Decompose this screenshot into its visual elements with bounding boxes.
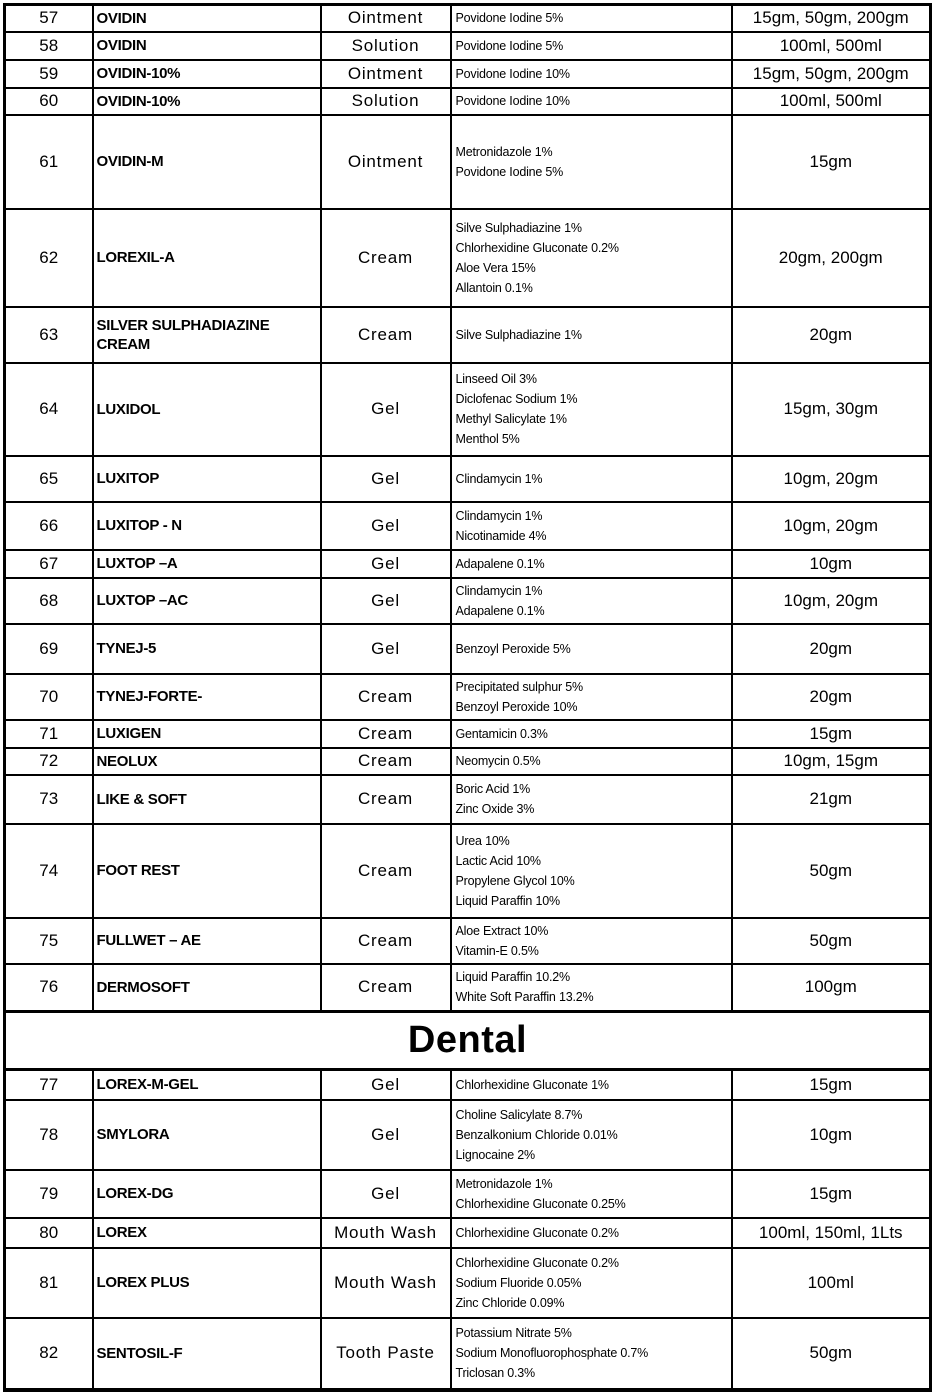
- composition-line: Chlorhexidine Gluconate 0.25%: [455, 1196, 626, 1211]
- brand-name: LOREX-DG: [93, 1170, 321, 1218]
- row-number: 78: [5, 1100, 93, 1170]
- pack-sizes: 10gm, 20gm: [732, 578, 931, 624]
- composition-line: Diclofenac Sodium 1%: [455, 392, 578, 406]
- table-row: [5, 88, 931, 115]
- composition-line: Urea 10%: [455, 833, 510, 848]
- composition-line: Zinc Oxide 3%: [455, 802, 535, 816]
- composition-line: Chlorhexidine Gluconate 0.2%: [455, 1225, 619, 1240]
- composition: [451, 1100, 732, 1170]
- pack-sizes: 10gm: [732, 1100, 931, 1170]
- brand-name: OVIDIN: [93, 32, 321, 60]
- dosage-form: Cream: [321, 720, 451, 748]
- dosage-form: Gel: [321, 363, 451, 456]
- section-row: [5, 1012, 931, 1070]
- composition-line: Potassium Nitrate 5%: [455, 1326, 572, 1340]
- table-row: [5, 209, 931, 307]
- brand-name: NEOLUX: [93, 748, 321, 775]
- composition-line: Benzoyl Peroxide 10%: [455, 699, 578, 714]
- brand-name: DERMOSOFT: [93, 964, 321, 1012]
- composition: [451, 674, 732, 720]
- brand-name: LUXIDOL: [93, 363, 321, 456]
- table-row: [5, 578, 931, 624]
- composition: [451, 363, 732, 456]
- pack-sizes: 15gm, 30gm: [732, 363, 931, 456]
- brand-name: FOOT REST: [93, 824, 321, 918]
- brand-name: TYNEJ-FORTE-: [93, 674, 321, 720]
- dosage-form: Gel: [321, 624, 451, 674]
- dosage-form: Ointment: [321, 60, 451, 88]
- composition-line: Povidone Iodine 5%: [455, 164, 564, 179]
- row-number: 71: [5, 720, 93, 748]
- row-number: 80: [5, 1218, 93, 1248]
- pack-sizes: 10gm: [732, 550, 931, 578]
- composition-line: Zinc Chloride 0.09%: [455, 1295, 565, 1310]
- composition-line: Adapalene 0.1%: [455, 556, 545, 571]
- composition-line: Metronidazole 1%: [455, 1176, 553, 1191]
- dosage-form: Gel: [321, 1170, 451, 1218]
- dosage-form: Cream: [321, 674, 451, 720]
- composition-line: Chlorhexidine Gluconate 0.2%: [455, 240, 619, 255]
- row-number: 69: [5, 624, 93, 674]
- brand-name: LOREX PLUS: [93, 1248, 321, 1318]
- brand-name: OVIDIN: [93, 5, 321, 32]
- pack-sizes: 100ml, 150ml, 1Lts: [732, 1218, 931, 1248]
- section-header: Dental: [5, 1012, 931, 1070]
- pack-sizes: 100gm: [732, 964, 931, 1012]
- composition: [451, 550, 732, 578]
- product-table-body: [5, 5, 931, 1390]
- dosage-form: Cream: [321, 964, 451, 1012]
- row-number: 77: [5, 1070, 93, 1100]
- dosage-form: Gel: [321, 578, 451, 624]
- composition-line: Nicotinamide 4%: [455, 528, 547, 543]
- pack-sizes: 50gm: [732, 824, 931, 918]
- composition: [451, 918, 732, 964]
- row-number: 75: [5, 918, 93, 964]
- composition-line: Chlorhexidine Gluconate 1%: [455, 1077, 609, 1092]
- dosage-form: Gel: [321, 1070, 451, 1100]
- row-number: 57: [5, 5, 93, 32]
- dosage-form: Mouth Wash: [321, 1218, 451, 1248]
- table-row: [5, 502, 931, 550]
- table-row: [5, 115, 931, 209]
- composition: [451, 1170, 732, 1218]
- brand-name: LUXITOP: [93, 456, 321, 502]
- brand-name: OVIDIN-M: [93, 115, 321, 209]
- dosage-form: Gel: [321, 550, 451, 578]
- composition-line: White Soft Paraffin 13.2%: [455, 990, 594, 1005]
- brand-name: SENTOSIL-F: [93, 1318, 321, 1390]
- table-row: [5, 307, 931, 363]
- row-number: 60: [5, 88, 93, 115]
- table-row: [5, 1248, 931, 1318]
- composition: [451, 964, 732, 1012]
- composition-line: Aloe Vera 15%: [455, 260, 536, 275]
- composition-line: Benzalkonium Chloride 0.01%: [455, 1127, 618, 1142]
- composition: [451, 32, 732, 60]
- table-row: [5, 1070, 931, 1100]
- composition-line: Silve Sulphadiazine 1%: [455, 327, 582, 342]
- composition-line: Chlorhexidine Gluconate 0.2%: [455, 1255, 619, 1270]
- composition: [451, 502, 732, 550]
- brand-name: LOREXIL-A: [93, 209, 321, 307]
- composition-line: Silve Sulphadiazine 1%: [455, 220, 582, 235]
- brand-name: FULLWET – AE: [93, 918, 321, 964]
- composition-line: Povidone Iodine 10%: [455, 66, 570, 81]
- row-number: 66: [5, 502, 93, 550]
- composition-line: Clindamycin 1%: [455, 471, 543, 486]
- composition-line: Povidone Iodine 5%: [455, 38, 564, 53]
- row-number: 61: [5, 115, 93, 209]
- composition-line: Lactic Acid 10%: [455, 853, 541, 868]
- composition: [451, 775, 732, 824]
- brand-name: LOREX-M-GEL: [93, 1070, 321, 1100]
- composition-line: Boric Acid 1%: [455, 782, 531, 796]
- row-number: 68: [5, 578, 93, 624]
- composition: [451, 1218, 732, 1248]
- composition-line: Triclosan 0.3%: [455, 1366, 535, 1380]
- table-row: [5, 550, 931, 578]
- composition-line: Lignocaine 2%: [455, 1147, 535, 1162]
- brand-name: TYNEJ-5: [93, 624, 321, 674]
- composition-line: Povidone Iodine 10%: [455, 94, 570, 108]
- row-number: 63: [5, 307, 93, 363]
- composition-line: Vitamin-E 0.5%: [455, 943, 539, 958]
- table-row: [5, 5, 931, 32]
- brand-name: LUXITOP - N: [93, 502, 321, 550]
- pack-sizes: 15gm: [732, 115, 931, 209]
- row-number: 62: [5, 209, 93, 307]
- composition-line: Sodium Monofluorophosphate 0.7%: [455, 1346, 649, 1360]
- table-row: [5, 1218, 931, 1248]
- table-row: [5, 720, 931, 748]
- composition: [451, 456, 732, 502]
- brand-name: SMYLORA: [93, 1100, 321, 1170]
- composition-line: Liquid Paraffin 10.2%: [455, 970, 570, 985]
- composition: [451, 209, 732, 307]
- table-row: [5, 363, 931, 456]
- composition: [451, 624, 732, 674]
- table-row: [5, 624, 931, 674]
- composition-line: Sodium Fluoride 0.05%: [455, 1275, 582, 1290]
- table-row: [5, 1170, 931, 1218]
- composition: [451, 60, 732, 88]
- row-number: 73: [5, 775, 93, 824]
- composition: [451, 578, 732, 624]
- pack-sizes: 15gm: [732, 720, 931, 748]
- dosage-form: Gel: [321, 1100, 451, 1170]
- composition-line: Neomycin 0.5%: [455, 754, 541, 768]
- table-row: [5, 674, 931, 720]
- table-row: [5, 1318, 931, 1390]
- composition-line: Aloe Extract 10%: [455, 923, 549, 938]
- pack-sizes: 100ml, 500ml: [732, 32, 931, 60]
- composition-line: Methyl Salicylate 1%: [455, 412, 567, 426]
- composition-line: Propylene Glycol 10%: [455, 873, 575, 888]
- row-number: 81: [5, 1248, 93, 1318]
- table-row: [5, 1100, 931, 1170]
- dosage-form: Tooth Paste: [321, 1318, 451, 1390]
- brand-name: LIKE & SOFT: [93, 775, 321, 824]
- dosage-form: Ointment: [321, 115, 451, 209]
- row-number: 67: [5, 550, 93, 578]
- composition: [451, 307, 732, 363]
- row-number: 58: [5, 32, 93, 60]
- dosage-form: Gel: [321, 456, 451, 502]
- dosage-form: Solution: [321, 88, 451, 115]
- brand-name: LUXTOP –AC: [93, 578, 321, 624]
- dosage-form: Solution: [321, 32, 451, 60]
- brand-name: LUXTOP –A: [93, 550, 321, 578]
- table-row: [5, 964, 931, 1012]
- composition-line: Linseed Oil 3%: [455, 372, 537, 386]
- pack-sizes: 20gm: [732, 307, 931, 363]
- pack-sizes: 10gm, 15gm: [732, 748, 931, 775]
- brand-name: SILVER SULPHADIAZINE CREAM: [93, 307, 321, 363]
- pack-sizes: 10gm, 20gm: [732, 456, 931, 502]
- row-number: 72: [5, 748, 93, 775]
- composition: [451, 88, 732, 115]
- table-row: [5, 824, 931, 918]
- composition-line: Povidone Iodine 5%: [455, 11, 564, 26]
- dosage-form: Ointment: [321, 5, 451, 32]
- table-row: [5, 775, 931, 824]
- composition: [451, 1248, 732, 1318]
- pack-sizes: 50gm: [732, 1318, 931, 1390]
- row-number: 82: [5, 1318, 93, 1390]
- composition: [451, 1318, 732, 1390]
- composition-line: Gentamicin 0.3%: [455, 726, 548, 741]
- pack-sizes: 20gm, 200gm: [732, 209, 931, 307]
- composition-line: Metronidazole 1%: [455, 144, 553, 159]
- row-number: 64: [5, 363, 93, 456]
- pack-sizes: 15gm, 50gm, 200gm: [732, 60, 931, 88]
- dosage-form: Gel: [321, 502, 451, 550]
- table-row: [5, 32, 931, 60]
- pack-sizes: 100ml: [732, 1248, 931, 1318]
- table-row: [5, 60, 931, 88]
- pack-sizes: 15gm, 50gm, 200gm: [732, 5, 931, 32]
- row-number: 65: [5, 456, 93, 502]
- brand-name: LOREX: [93, 1218, 321, 1248]
- composition: [451, 1070, 732, 1100]
- composition: [451, 748, 732, 775]
- dosage-form: Cream: [321, 824, 451, 918]
- brand-name: OVIDIN-10%: [93, 60, 321, 88]
- pack-sizes: 15gm: [732, 1070, 931, 1100]
- pack-sizes: 20gm: [732, 624, 931, 674]
- composition-line: Clindamycin 1%: [455, 583, 543, 598]
- pack-sizes: 20gm: [732, 674, 931, 720]
- dosage-form: Cream: [321, 918, 451, 964]
- table-row: [5, 748, 931, 775]
- composition: [451, 115, 732, 209]
- product-table: [3, 3, 932, 1392]
- row-number: 76: [5, 964, 93, 1012]
- composition-line: Choline Salicylate 8.7%: [455, 1107, 583, 1122]
- brand-name: OVIDIN-10%: [93, 88, 321, 115]
- composition-line: Adapalene 0.1%: [455, 603, 545, 618]
- table-row: [5, 456, 931, 502]
- pack-sizes: 15gm: [732, 1170, 931, 1218]
- composition-line: Clindamycin 1%: [455, 508, 543, 523]
- composition: [451, 720, 732, 748]
- composition: [451, 824, 732, 918]
- composition-line: Menthol 5%: [455, 432, 520, 446]
- pack-sizes: 100ml, 500ml: [732, 88, 931, 115]
- dosage-form: Cream: [321, 748, 451, 775]
- dosage-form: Cream: [321, 307, 451, 363]
- dosage-form: Cream: [321, 209, 451, 307]
- composition-line: Liquid Paraffin 10%: [455, 893, 560, 908]
- row-number: 70: [5, 674, 93, 720]
- pack-sizes: 50gm: [732, 918, 931, 964]
- table-row: [5, 918, 931, 964]
- dosage-form: Mouth Wash: [321, 1248, 451, 1318]
- pack-sizes: 21gm: [732, 775, 931, 824]
- dosage-form: Cream: [321, 775, 451, 824]
- composition: [451, 5, 732, 32]
- pack-sizes: 10gm, 20gm: [732, 502, 931, 550]
- composition-line: Allantoin 0.1%: [455, 280, 533, 295]
- composition-line: Benzoyl Peroxide 5%: [455, 641, 571, 656]
- row-number: 74: [5, 824, 93, 918]
- row-number: 79: [5, 1170, 93, 1218]
- brand-name: LUXIGEN: [93, 720, 321, 748]
- composition-line: Precipitated sulphur 5%: [455, 679, 583, 694]
- row-number: 59: [5, 60, 93, 88]
